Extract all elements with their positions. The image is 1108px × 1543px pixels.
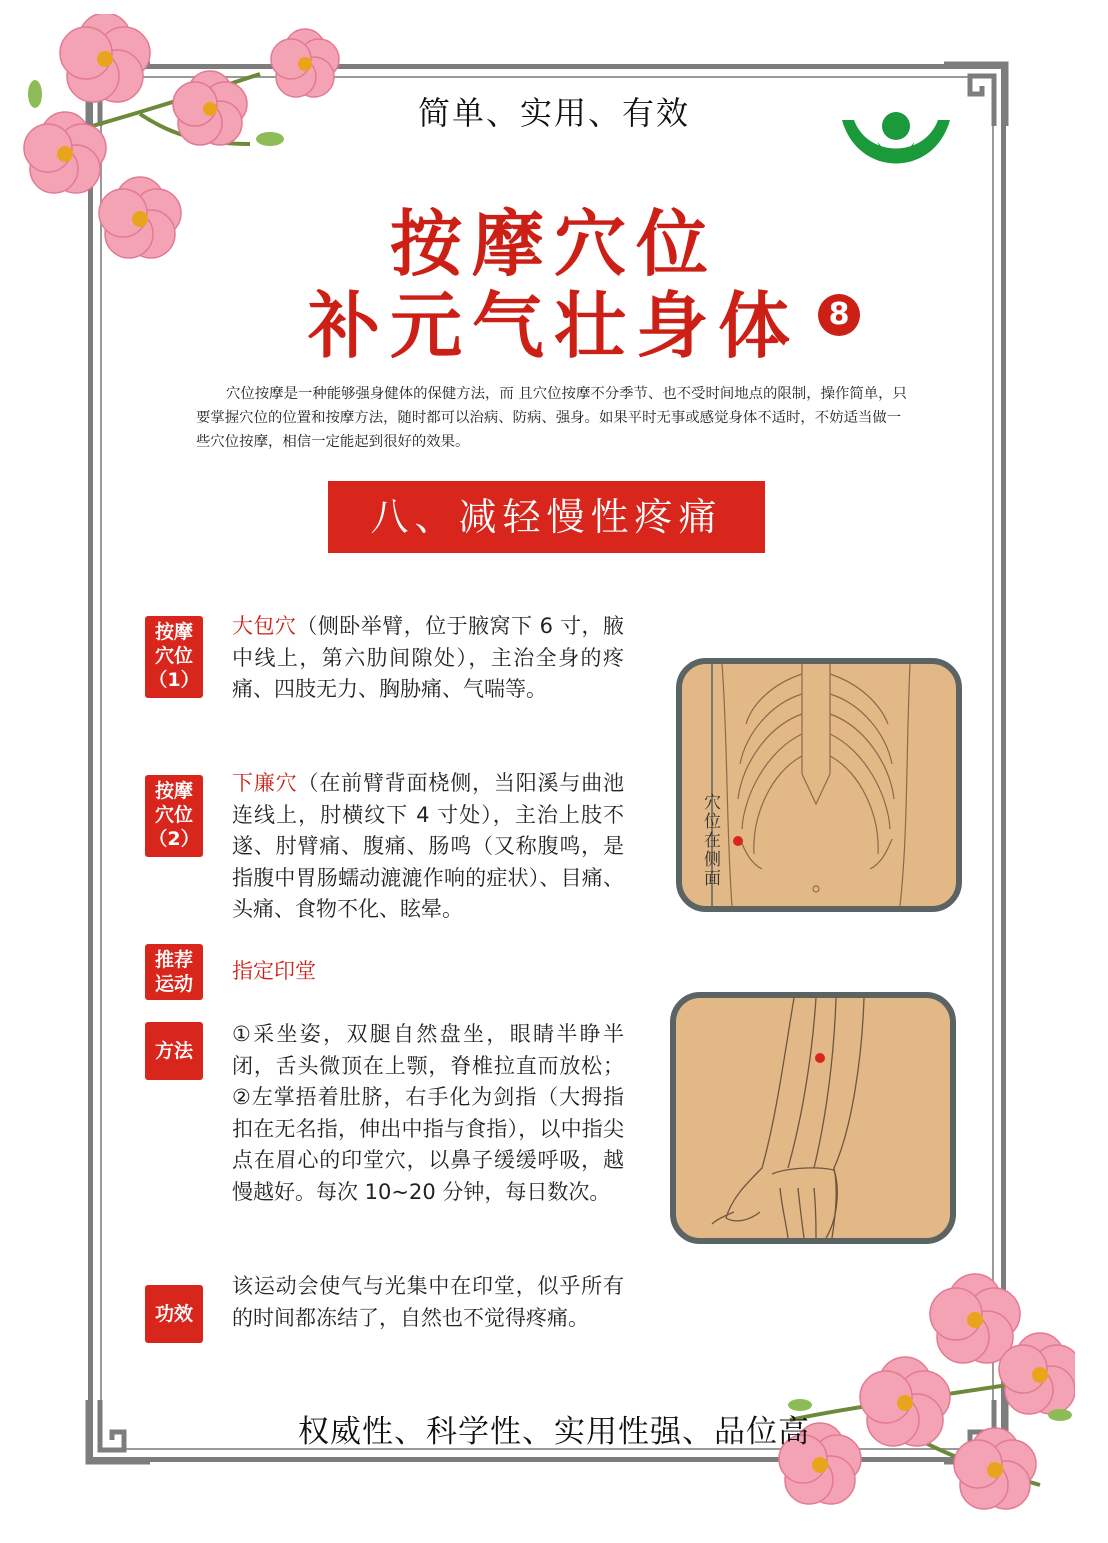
issue-number-badge: 8 [818, 294, 860, 336]
main-title-line-2: 补元气壮身体 [307, 283, 800, 368]
intro-paragraph [196, 382, 912, 454]
effect-description: 该运动会使气与光集中在印堂，似乎所有的时间都冻结了，自然也不觉得疼痛。 [232, 1274, 624, 1330]
intro-text: 穴位按摩是一种能够强身健体的保健方法，而 且穴位按摩不分季节、也不受时间地点的限制，操作简单，只要掌握穴位的位置和按摩方法，随时都可以治病、防病、强身。如果平时无事或感觉身体不适时，不妨适当做一些穴位按摩，相信一定能起到很好的效果。 [196, 386, 907, 450]
acupoint-1-name: 大包穴 [232, 614, 297, 638]
acupoint-2-text: （在前臂背面桡侧，当阳溪与曲池连线上，肘横纹下 4 寸处），主治上肢不遂、肘臂痛、腹痛、肠鸣（又称腹鸣，是指腹中胃肠蠕动漉漉作响的症状）、目痛、头痛、食物不化、眩晕。 [232, 771, 625, 921]
tagline: 简单、实用、有效 [417, 94, 690, 132]
acupoint-2-description [232, 768, 624, 926]
tag-acupoint-1: 按摩 穴位 （1） [145, 616, 203, 698]
exercise-name: 指定印堂 [232, 959, 316, 983]
ribcage-diagram [682, 664, 956, 906]
torso-illustration-panel [676, 658, 962, 912]
footer-slogan: 权威性、科学性、实用性强、品位高 [298, 1414, 810, 1450]
tag-effect: 功效 [145, 1285, 203, 1343]
side-position-label: 穴位在侧面 [704, 793, 721, 889]
xialian-point-marker [815, 1053, 825, 1063]
acupoint-1-text: （侧卧举臂，位于腋窝下 6 寸，腋中线上，第六肋间隙处），主治全身的疼痛、四肢无力、胸胁痛、气喘等。 [232, 614, 625, 701]
cherry-blossom-decoration-bottom-right [770, 1255, 1075, 1510]
tag-recommended-exercise: 推荐 运动 [145, 944, 203, 1000]
forearm-illustration-panel [670, 992, 956, 1244]
tag-method: 方法 [145, 1022, 203, 1080]
acupoint-1-description [232, 611, 624, 706]
tag-acupoint-2: 按摩 穴位 （2） [145, 775, 203, 857]
organization-logo-icon [838, 108, 954, 188]
method-description: ①采坐姿，双腿自然盘坐，眼睛半睁半闭，舌头微顶在上颚，脊椎拉直而放松；②左掌捂着肚脐，右手化为剑指（大拇指扣在无名指，伸出中指与食指），以中指尖点在眉心的印堂穴，以鼻子缓缓呼吸，越慢越好。每次 10~20 分钟，每日数次。 [232, 1022, 624, 1204]
forearm-diagram [676, 998, 950, 1238]
dabao-point-marker [733, 836, 743, 846]
main-title-line-1: 按摩穴位 [389, 201, 718, 286]
section-banner: 八、减轻慢性疼痛 [328, 481, 765, 553]
acupoint-2-name: 下廉穴 [232, 771, 298, 795]
